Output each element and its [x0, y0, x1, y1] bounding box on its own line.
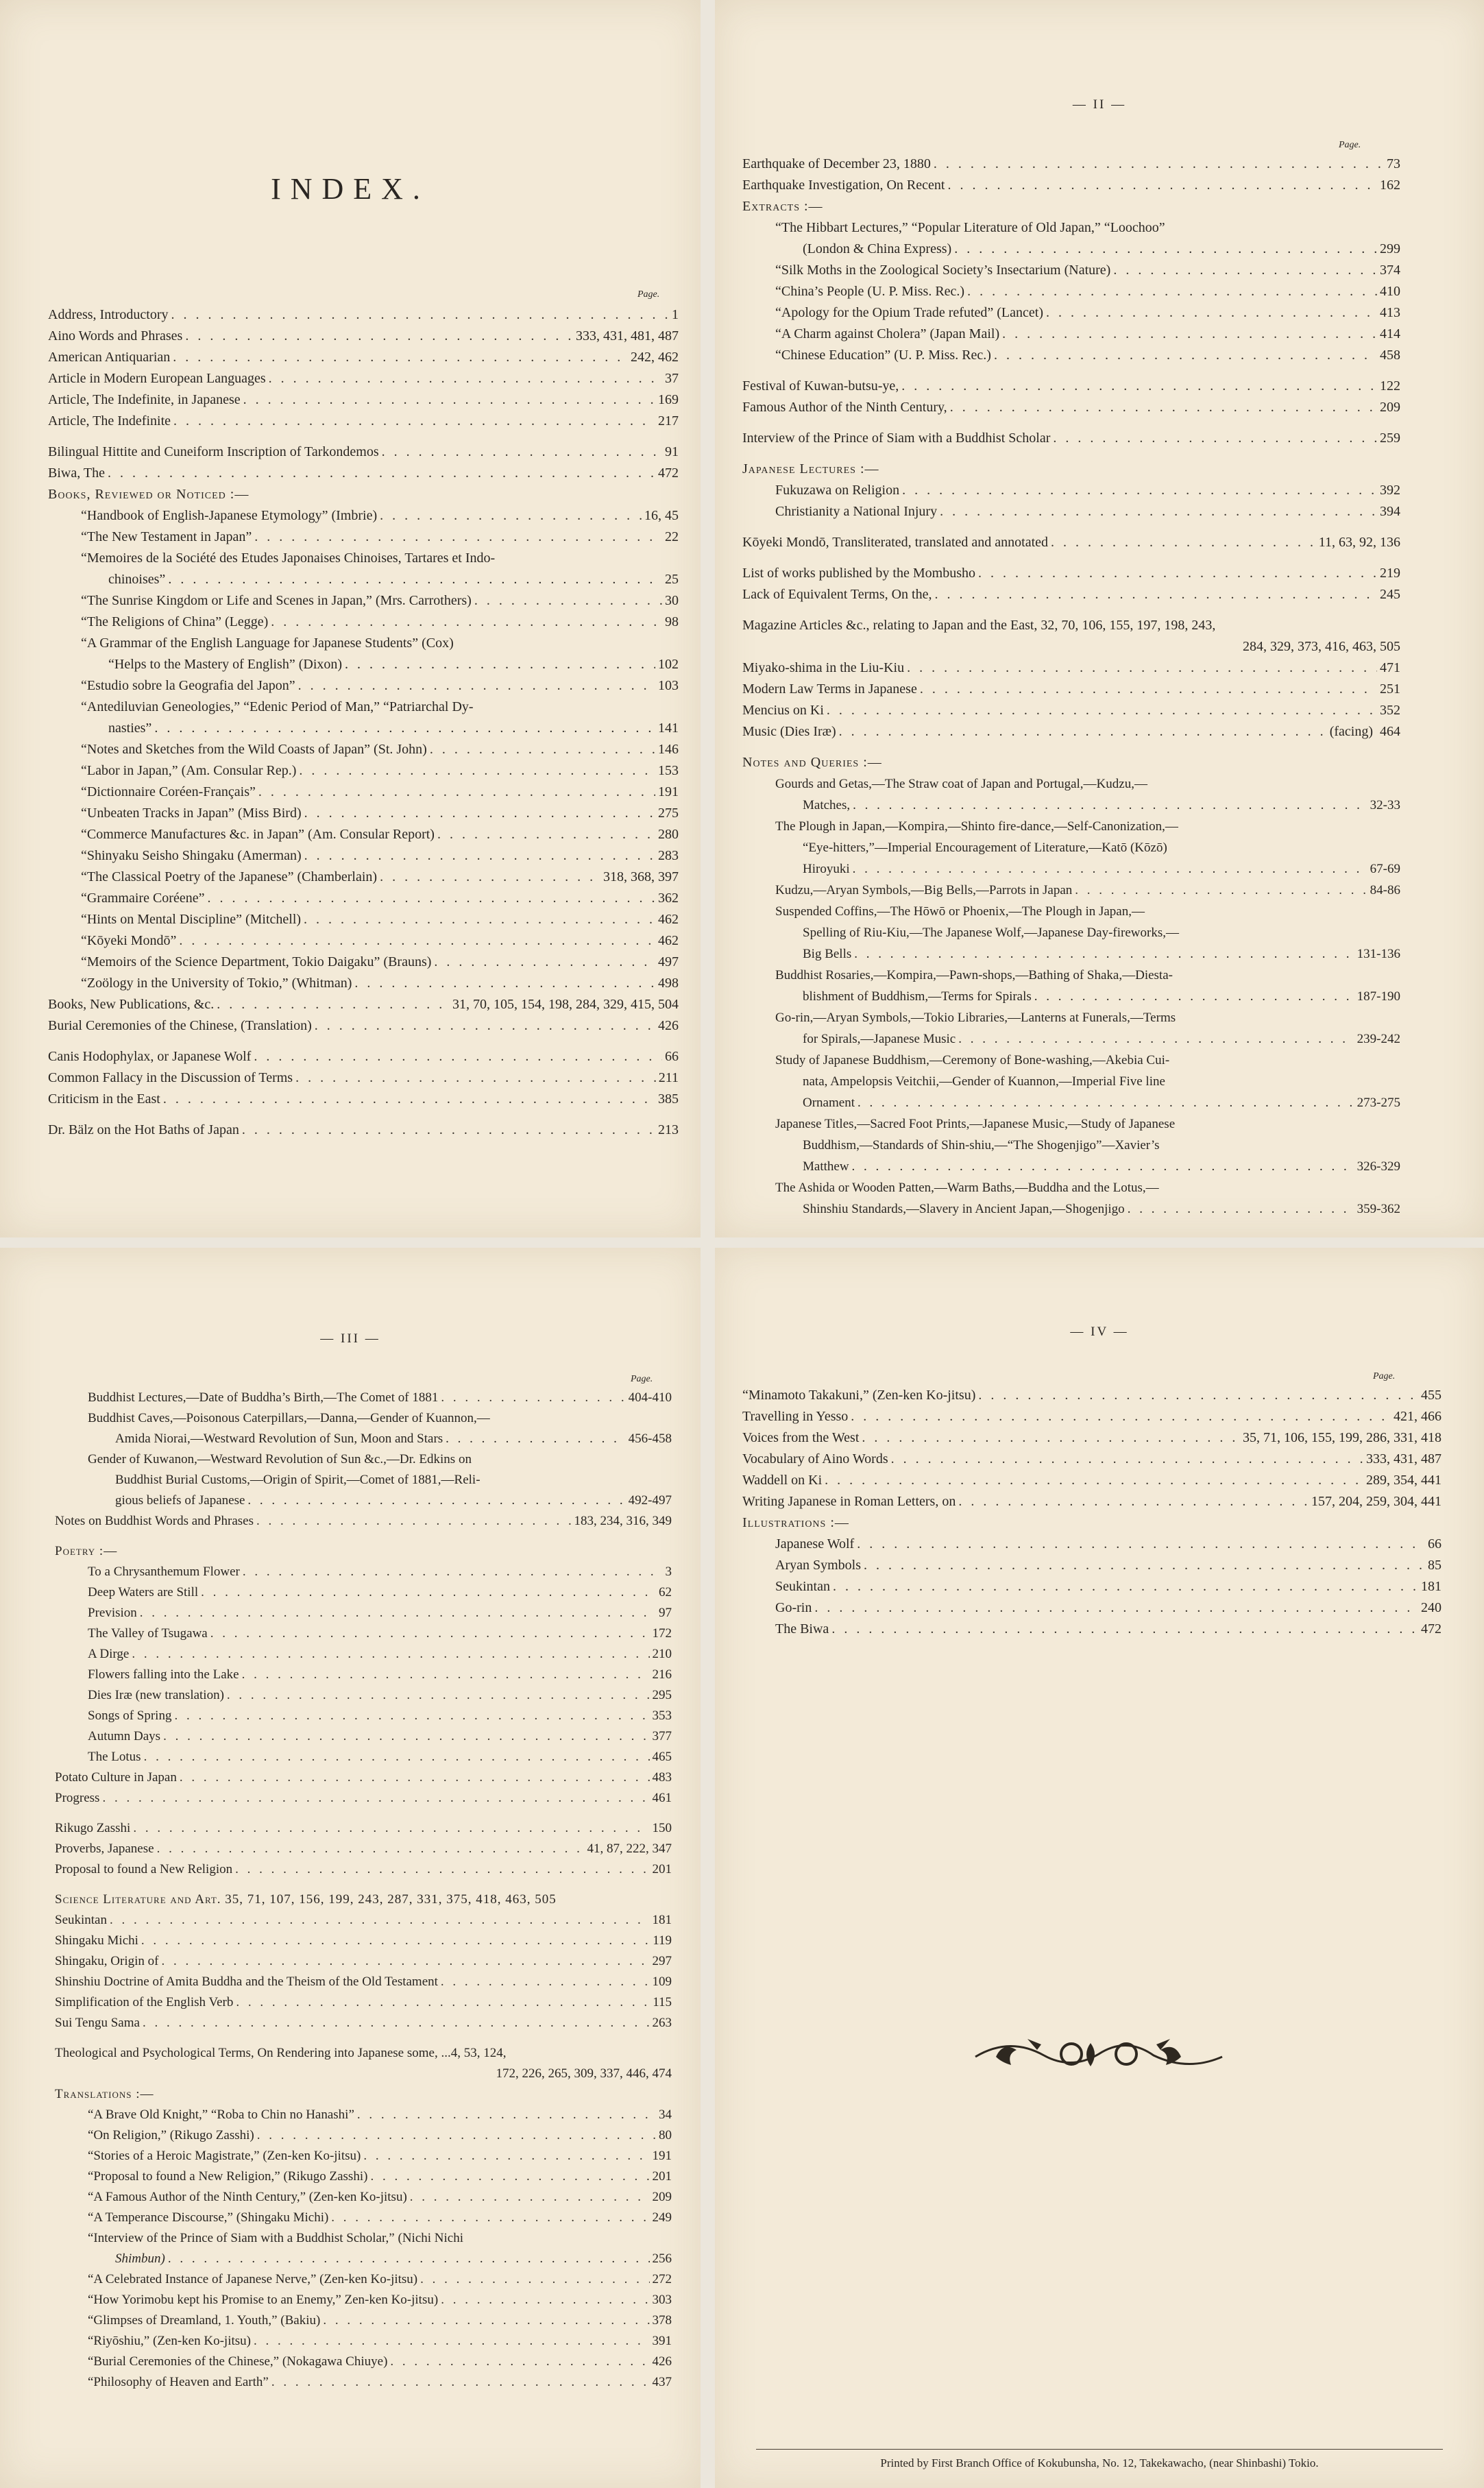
index-entry: “A Famous Author of the Ninth Century,” (Zen-ken Ko-jitsu) . . . 209	[55, 2187, 672, 2208]
index-entry: Writing Japanese in Roman Letters, on . . . 157, 204, 259, 304, 441	[742, 1491, 1442, 1512]
index-entry: Article, The Indefinite . . . 217	[48, 411, 679, 432]
index-entry: Christianity a National Injury . . . 394	[742, 501, 1400, 522]
index-entry: American Antiquarian . . . 242, 462	[48, 347, 679, 368]
index-entry: “Memoires de la Société des Etudes Japonaises Chinoises, Tartares et Indo- chinoises” . . . 25	[48, 548, 679, 590]
index-entry: Travelling in Yesso . . . 421, 466	[742, 1406, 1442, 1427]
index-entry: To a Chrysanthemum Flower . . . 3	[55, 1562, 672, 1582]
printer-footer: Printed by First Branch Office of Kokubunsha, No. 12, Takekawacho, (near Shinbashi) Tokio.	[756, 2449, 1443, 2470]
page-column-label: Page.	[637, 289, 660, 300]
section-heading: Poetry :—	[55, 1544, 118, 1558]
index-entry: The Ashida or Wooden Patten,—Warm Baths,—Buddha and the Lotus,— Shinshiu Standards,—Slavery in Ancient Japan,—Shogenjigo . . . 359-362	[742, 1177, 1400, 1220]
index-column-p1	[48, 304, 679, 1141]
index-entry: “The New Testament in Japan” . . . 22	[48, 527, 679, 548]
index-entry: Theological and Psychological Terms, On Rendering into Japanese some, ...4, 53, 124, 172, 226, 265, 309, 337, 446, 474	[55, 2046, 672, 2081]
index-entry: Study of Japanese Buddhism,—Ceremony of Bone-washing,—Akebia Cui- nata, Ampelopsis Veitchii,—Gender of Kuannon,—Imperial Five line Ornament . . . 273-275	[742, 1050, 1400, 1113]
index-entry: Burial Ceremonies of the Chinese, (Translation) . . . 426	[48, 1015, 679, 1037]
index-entry: “Interview of the Prince of Siam with a Buddhist Scholar,” (Nichi Nichi Shimbun) . . . 256	[55, 2228, 672, 2269]
index-entry: Address, Introductory . . . 1	[48, 304, 679, 326]
index-entry: “The Religions of China” (Legge) . . . 98	[48, 612, 679, 633]
index-entry: The Biwa . . . 472	[742, 1619, 1442, 1640]
index-entry: “Dictionnaire Coréen-Français” . . . 191	[48, 782, 679, 803]
index-entry: “Riyōshiu,” (Zen-ken Ko-jitsu) . . . 391	[55, 2331, 672, 2352]
index-entry: “Commerce Manufactures &c. in Japan” (Am. Consular Report) . . . 280	[48, 824, 679, 845]
index-entry: Vocabulary of Aino Words . . . 333, 431, 487	[742, 1449, 1442, 1470]
index-entry: Miyako-shima in the Liu-Kiu . . . 471	[742, 657, 1400, 679]
index-entry: Prevision . . . 97	[55, 1603, 672, 1623]
index-entry: “Glimpses of Dreamland, 1. Youth,” (Bakiu) . . . 378	[55, 2310, 672, 2331]
section-heading: Illustrations :—	[742, 1515, 849, 1530]
index-entry: Voices from the West . . . 35, 71, 106, 155, 199, 286, 331, 418	[742, 1427, 1442, 1449]
index-entry: Deep Waters are Still . . . 62	[55, 1582, 672, 1603]
index-entry: “Unbeaten Tracks in Japan” (Miss Bird) . . . 275	[48, 803, 679, 824]
index-entry: “Antediluvian Geneologies,” “Edenic Period of Man,” “Patriarchal Dy- nasties” . . . 141	[48, 697, 679, 739]
index-entry: “Memoirs of the Science Department, Tokio Daigaku” (Brauns) . . . 497	[48, 952, 679, 973]
index-entry: Go-rin,—Aryan Symbols,—Tokio Libraries,—Lanterns at Funerals,—Terms for Spirals,—Japanese Music . . . 239-242	[742, 1007, 1400, 1050]
page-heading: — III —	[320, 1331, 380, 1346]
index-entry: Shingaku, Origin of . . . 297	[55, 1951, 672, 1972]
index-entry: Autumn Days . . . 377	[55, 1726, 672, 1747]
index-entry: Songs of Spring . . . 353	[55, 1706, 672, 1726]
index-entry: Potato Culture in Japan . . . 483	[55, 1767, 672, 1788]
index-entry: Flowers falling into the Lake . . . 216	[55, 1665, 672, 1685]
floral-ornament-icon	[969, 2029, 1229, 2084]
index-title: INDEX.	[271, 172, 430, 206]
index-entry: “Shinyaku Seisho Shingaku (Amerman) . . . 283	[48, 845, 679, 867]
section-heading: Notes and Queries :—	[742, 755, 882, 770]
index-entry: “Silk Moths in the Zoological Society’s Insectarium (Nature) . . . 374	[742, 260, 1400, 281]
index-entry: “A Brave Old Knight,” “Roba to Chin no Hanashi” . . . 34	[55, 2105, 672, 2125]
index-entry: “Zoölogy in the University of Tokio,” (Whitman) . . . 498	[48, 973, 679, 994]
index-entry: “Estudio sobre la Geografia del Japon” . . . 103	[48, 675, 679, 697]
index-entry: Dies Iræ (new translation) . . . 295	[55, 1685, 672, 1706]
index-page-1	[0, 0, 701, 1237]
index-entry: “How Yorimobu kept his Promise to an Enemy,” Zen-ken Ko-jitsu) . . . 303	[55, 2290, 672, 2310]
index-entry: Earthquake of December 23, 1880 . . . 73	[742, 154, 1400, 175]
index-entry: “A Grammar of the English Language for Japanese Students” (Cox) “Helps to the Mastery of English” (Dixon) . . . 102	[48, 633, 679, 675]
section-heading: Japanese Lectures :—	[742, 461, 879, 476]
index-entry: Magazine Articles &c., relating to Japan and the East, 32, 70, 106, 155, 197, 198, 243, 284, 329, 373, 416, 463, 505	[742, 618, 1400, 654]
index-entry: “Apology for the Opium Trade refuted” (Lancet) . . . 413	[742, 302, 1400, 324]
index-page-4	[715, 1248, 1484, 2488]
index-entry: The Plough in Japan,—Kompira,—Shinto fire-dance,—Self-Canonization,— “Eye-hitters,”—Imperial Encouragement of Literature,—Katō (Kōzō) Hiroyuki . . . 67-69	[742, 816, 1400, 880]
index-entry: Kudzu,—Aryan Symbols,—Big Bells,—Parrots in Japan . . . 84-86	[742, 880, 1400, 901]
index-entry: Bilingual Hittite and Cuneiform Inscription of Tarkondemos . . . 91	[48, 442, 679, 463]
index-entry: Suspended Coffins,—The Hōwō or Phoenix,—The Plough in Japan,— Spelling of Riu-Kiu,—The Japanese Wolf,—Japanese Day-fireworks,— Big Bells . . . 131-136	[742, 901, 1400, 965]
index-entry: Music (Dies Iræ) . . . (facing) 464	[742, 721, 1400, 742]
index-entry: Proposal to found a New Religion . . . 201	[55, 1859, 672, 1880]
index-entry: Gourds and Getas,—The Straw coat of Japan and Portugal,—Kudzu,— Matches, . . . 32-33	[742, 773, 1400, 816]
index-entry: Notes on Buddhist Words and Phrases . . . 183, 234, 316, 349	[55, 1511, 672, 1532]
index-entry: Lack of Equivalent Terms, On the, . . . 245	[742, 584, 1400, 605]
index-entry: Famous Author of the Ninth Century, . . . 209	[742, 397, 1400, 418]
index-entry: “Proposal to found a New Religion,” (Rikugo Zasshi) . . . 201	[55, 2166, 672, 2187]
index-entry: Proverbs, Japanese . . . 41, 87, 222, 347	[55, 1839, 672, 1859]
index-entry: The Valley of Tsugawa . . . 172	[55, 1623, 672, 1644]
index-entry: Fukuzawa on Religion . . . 392	[742, 480, 1400, 501]
index-entry: Sui Tengu Sama . . . 263	[55, 2013, 672, 2033]
page-heading: — IV —	[1070, 1325, 1129, 1339]
index-entry: “China’s People (U. P. Miss. Rec.) . . . 410	[742, 281, 1400, 302]
index-entry: “Grammaire Coréene” . . . 362	[48, 888, 679, 909]
index-entry: Buddhist Caves,—Poisonous Caterpillars,—Danna,—Gender of Kuannon,— Amida Niorai,—Westward Revolution of Sun, Moon and Stars . . . 456-458	[55, 1408, 672, 1449]
index-entry: “Hints on Mental Discipline” (Mitchell) . . . 462	[48, 909, 679, 930]
index-entry: Japanese Wolf . . . 66	[742, 1534, 1442, 1555]
index-entry: “Stories of a Heroic Magistrate,” (Zen-ken Ko-jitsu) . . . 191	[55, 2146, 672, 2166]
index-entry: Go-rin . . . 240	[742, 1597, 1442, 1619]
index-entry: “Chinese Education” (U. P. Miss. Rec.) . . . 458	[742, 345, 1400, 366]
index-column-p2	[742, 154, 1400, 1220]
index-entry: “A Charm against Cholera” (Japan Mail) . . . 414	[742, 324, 1400, 345]
index-entry: Shingaku Michi . . . 119	[55, 1931, 672, 1951]
page-column-label: Page.	[1373, 1371, 1396, 1381]
index-entry: Common Fallacy in the Discussion of Terms . . . 211	[48, 1067, 679, 1089]
index-entry: Festival of Kuwan-butsu-ye, . . . 122	[742, 376, 1400, 397]
index-entry: Biwa, The . . . 472	[48, 463, 679, 484]
index-entry: Mencius on Ki . . . 352	[742, 700, 1400, 721]
index-entry: “Philosophy of Heaven and Earth” . . . 437	[55, 2372, 672, 2393]
index-entry: Aryan Symbols . . . 85	[742, 1555, 1442, 1576]
section-heading: Books, Reviewed or Noticed :—	[48, 487, 250, 502]
index-entry: “Burial Ceremonies of the Chinese,” (Nokagawa Chiuye) . . . 426	[55, 2352, 672, 2372]
page-column-label: Page.	[1339, 140, 1361, 150]
index-entry: Buddhist Lectures,—Date of Buddha’s Birth,—The Comet of 1881 . . . 404-410	[55, 1388, 672, 1408]
index-entry: Buddhist Rosaries,—Kompira,—Pawn-shops,—Bathing of Shaka,—Diesta- blishment of Buddhism,—Terms for Spirals . . . 187-190	[742, 965, 1400, 1007]
index-page-2	[715, 0, 1484, 1237]
index-entry: Science Literature and Art. 35, 71, 107, 156, 199, 243, 287, 331, 375, 418, 463, 505	[55, 1892, 557, 1907]
index-entry: Waddell on Ki . . . 289, 354, 441	[742, 1470, 1442, 1491]
index-entry: “On Religion,” (Rikugo Zasshi) . . . 80	[55, 2125, 672, 2146]
section-heading: Translations :—	[55, 2087, 154, 2101]
index-entry: Criticism in the East . . . 385	[48, 1089, 679, 1110]
section-heading: Extracts :—	[742, 199, 823, 214]
index-entry: Article in Modern European Languages . . . 37	[48, 368, 679, 389]
index-entry: Seukintan . . . 181	[742, 1576, 1442, 1597]
index-entry: Rikugo Zasshi . . . 150	[55, 1818, 672, 1839]
index-entry: “A Temperance Discourse,” (Shingaku Michi) . . . 249	[55, 2208, 672, 2228]
index-entry: “The Classical Poetry of the Japanese” (Chamberlain) . . . 318, 368, 397	[48, 867, 679, 888]
index-entry: “Kōyeki Mondō” . . . 462	[48, 930, 679, 952]
index-entry: Gender of Kuwanon,—Westward Revolution of Sun &c.,—Dr. Edkins on Buddhist Burial Customs,—Origin of Spirit,—Comet of 1881,—Reli- gious beliefs of Japanese . . . 492-497	[55, 1449, 672, 1511]
index-entry: Kōyeki Mondō, Transliterated, translated and annotated . . . 11, 63, 92, 136	[742, 532, 1400, 553]
index-column-p4	[742, 1385, 1442, 1640]
index-entry: Article, The Indefinite, in Japanese . . . 169	[48, 389, 679, 411]
index-page-3	[0, 1248, 701, 2488]
index-entry: “Minamoto Takakuni,” (Zen-ken Ko-jitsu) . . . 455	[742, 1385, 1442, 1406]
index-entry: “The Hibbart Lectures,” “Popular Literature of Old Japan,” “Loochoo” (London & China Express) . . . 299	[742, 217, 1400, 260]
index-entry: “Labor in Japan,” (Am. Consular Rep.) . . . 153	[48, 760, 679, 782]
index-entry: Aino Words and Phrases . . . 333, 431, 481, 487	[48, 326, 679, 347]
index-entry: List of works published by the Mombusho . . . 219	[742, 563, 1400, 584]
index-entry: Seukintan . . . 181	[55, 1910, 672, 1931]
page-heading: — II —	[1072, 97, 1127, 112]
index-entry: “The Sunrise Kingdom or Life and Scenes in Japan,” (Mrs. Carrothers) . . . 30	[48, 590, 679, 612]
index-entry: Simplification of the English Verb . . . 115	[55, 1992, 672, 2013]
index-entry: Canis Hodophylax, or Japanese Wolf . . . 66	[48, 1046, 679, 1067]
index-entry: Interview of the Prince of Siam with a Buddhist Scholar . . . 259	[742, 428, 1400, 449]
index-entry: A Dirge . . . 210	[55, 1644, 672, 1665]
index-entry: Earthquake Investigation, On Recent . . . 162	[742, 175, 1400, 196]
index-entry: “Notes and Sketches from the Wild Coasts of Japan” (St. John) . . . 146	[48, 739, 679, 760]
index-entry: “Handbook of English-Japanese Etymology” (Imbrie) . . . 16, 45	[48, 505, 679, 527]
index-column-p3	[55, 1388, 672, 2393]
page-column-label: Page.	[631, 1374, 653, 1384]
index-entry: Japanese Titles,—Sacred Foot Prints,—Japanese Music,—Study of Japanese Buddhism,—Standards of Shin-shiu,—“The Shogenjigo”—Xavier’s Matthew . . . 326-329	[742, 1113, 1400, 1177]
index-entry: “A Celebrated Instance of Japanese Nerve,” (Zen-ken Ko-jitsu) . . . 272	[55, 2269, 672, 2290]
index-entry: Dr. Bälz on the Hot Baths of Japan . . . 213	[48, 1120, 679, 1141]
index-entry: Books, New Publications, &c. . . . 31, 70, 105, 154, 198, 284, 329, 415, 504	[48, 994, 679, 1015]
index-entry: The Lotus . . . 465	[55, 1747, 672, 1767]
index-entry: Modern Law Terms in Japanese . . . 251	[742, 679, 1400, 700]
index-entry: Shinshiu Doctrine of Amita Buddha and the Theism of the Old Testament . . . 109	[55, 1972, 672, 1992]
index-entry: Progress . . . 461	[55, 1788, 672, 1809]
